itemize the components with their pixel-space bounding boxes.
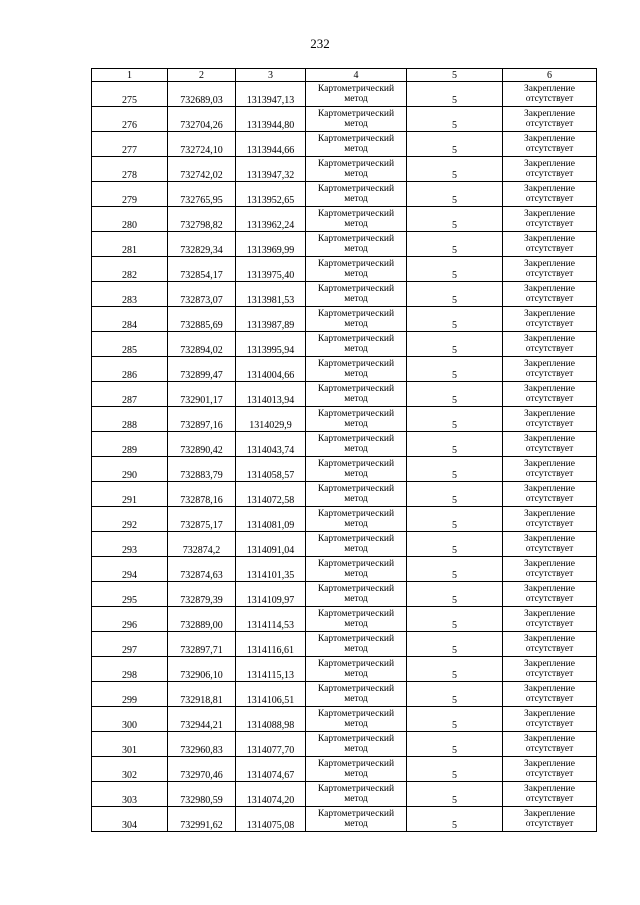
y-coordinate-cell: 1313947,32 [236,157,306,182]
fixing-cell: Закрепление отсутствует [503,707,597,732]
point-number-cell: 284 [92,307,168,332]
table-row [92,257,597,282]
x-coordinate-cell: 732874,63 [168,557,236,582]
header-cell-2: 2 [168,69,236,82]
method-cell: Картометрический метод [306,307,407,332]
accuracy-cell: 5 [407,132,503,157]
method-cell: Картометрический метод [306,732,407,757]
point-number-cell: 300 [92,707,168,732]
table-row [92,357,597,382]
y-coordinate-cell: 1314072,58 [236,482,306,507]
point-number-cell: 291 [92,482,168,507]
y-coordinate-cell: 1313962,24 [236,207,306,232]
x-coordinate-cell: 732960,83 [168,732,236,757]
point-number-cell: 282 [92,257,168,282]
table-row [92,582,597,607]
fixing-cell: Закрепление отсутствует [503,457,597,482]
y-coordinate-cell: 1313969,99 [236,232,306,257]
fixing-cell: Закрепление отсутствует [503,807,597,832]
y-coordinate-cell: 1314058,57 [236,457,306,482]
table-row [92,807,597,832]
x-coordinate-cell: 732854,17 [168,257,236,282]
table-row [92,182,597,207]
x-coordinate-cell: 732897,16 [168,407,236,432]
point-number-cell: 279 [92,182,168,207]
method-cell: Картометрический метод [306,332,407,357]
x-coordinate-cell: 732901,17 [168,382,236,407]
method-cell: Картометрический метод [306,782,407,807]
fixing-cell: Закрепление отсутствует [503,382,597,407]
fixing-cell: Закрепление отсутствует [503,582,597,607]
method-cell: Картометрический метод [306,282,407,307]
fixing-cell: Закрепление отсутствует [503,507,597,532]
table-row [92,507,597,532]
x-coordinate-cell: 732704,26 [168,107,236,132]
accuracy-cell: 5 [407,632,503,657]
accuracy-cell: 5 [407,482,503,507]
y-coordinate-cell: 1314081,09 [236,507,306,532]
x-coordinate-cell: 732873,07 [168,282,236,307]
point-number-cell: 288 [92,407,168,432]
y-coordinate-cell: 1313944,66 [236,132,306,157]
table-row [92,382,597,407]
method-cell: Картометрический метод [306,632,407,657]
x-coordinate-cell: 732874,2 [168,532,236,557]
method-cell: Картометрический метод [306,757,407,782]
fixing-cell: Закрепление отсутствует [503,82,597,107]
point-number-cell: 298 [92,657,168,682]
point-number-cell: 280 [92,207,168,232]
x-coordinate-cell: 732897,71 [168,632,236,657]
table-row [92,757,597,782]
fixing-cell: Закрепление отсутствует [503,757,597,782]
method-cell: Картометрический метод [306,507,407,532]
fixing-cell: Закрепление отсутствует [503,282,597,307]
fixing-cell: Закрепление отсутствует [503,332,597,357]
method-cell: Картометрический метод [306,682,407,707]
table-row [92,782,597,807]
x-coordinate-cell: 732991,62 [168,807,236,832]
method-cell: Картометрический метод [306,157,407,182]
x-coordinate-cell: 732944,21 [168,707,236,732]
method-cell: Картометрический метод [306,657,407,682]
method-cell: Картометрический метод [306,207,407,232]
accuracy-cell: 5 [407,557,503,582]
fixing-cell: Закрепление отсутствует [503,782,597,807]
x-coordinate-cell: 732906,10 [168,657,236,682]
x-coordinate-cell: 732875,17 [168,507,236,532]
fixing-cell: Закрепление отсутствует [503,732,597,757]
point-number-cell: 276 [92,107,168,132]
fixing-cell: Закрепление отсутствует [503,157,597,182]
accuracy-cell: 5 [407,282,503,307]
fixing-cell: Закрепление отсутствует [503,132,597,157]
table-row [92,432,597,457]
y-coordinate-cell: 1314074,67 [236,757,306,782]
x-coordinate-cell: 732970,46 [168,757,236,782]
accuracy-cell: 5 [407,182,503,207]
fixing-cell: Закрепление отсутствует [503,232,597,257]
fixing-cell: Закрепление отсутствует [503,207,597,232]
fixing-cell: Закрепление отсутствует [503,182,597,207]
point-number-cell: 283 [92,282,168,307]
method-cell: Картометрический метод [306,482,407,507]
page-number: 232 [310,36,330,51]
y-coordinate-cell: 1314043,74 [236,432,306,457]
point-number-cell: 302 [92,757,168,782]
header-cell-5: 5 [407,69,503,82]
method-cell: Картометрический метод [306,382,407,407]
accuracy-cell: 5 [407,707,503,732]
accuracy-cell: 5 [407,157,503,182]
point-number-cell: 293 [92,532,168,557]
fixing-cell: Закрепление отсутствует [503,307,597,332]
table-row [92,732,597,757]
accuracy-cell: 5 [407,382,503,407]
table-row [92,132,597,157]
accuracy-cell: 5 [407,507,503,532]
point-number-cell: 286 [92,357,168,382]
accuracy-cell: 5 [407,82,503,107]
method-cell: Картометрический метод [306,607,407,632]
x-coordinate-cell: 732798,82 [168,207,236,232]
header-cell-4: 4 [306,69,407,82]
x-coordinate-cell: 732883,79 [168,457,236,482]
point-number-cell: 277 [92,132,168,157]
accuracy-cell: 5 [407,582,503,607]
table-row [92,657,597,682]
point-number-cell: 281 [92,232,168,257]
table-body [92,82,597,832]
point-number-cell: 297 [92,632,168,657]
y-coordinate-cell: 1313975,40 [236,257,306,282]
accuracy-cell: 5 [407,782,503,807]
x-coordinate-cell: 732879,39 [168,582,236,607]
y-coordinate-cell: 1314116,61 [236,632,306,657]
point-number-cell: 296 [92,607,168,632]
x-coordinate-cell: 732878,16 [168,482,236,507]
method-cell: Картометрический метод [306,582,407,607]
accuracy-cell: 5 [407,257,503,282]
x-coordinate-cell: 732742,02 [168,157,236,182]
y-coordinate-cell: 1314101,35 [236,557,306,582]
accuracy-cell: 5 [407,682,503,707]
accuracy-cell: 5 [407,307,503,332]
y-coordinate-cell: 1314075,08 [236,807,306,832]
method-cell: Картометрический метод [306,807,407,832]
y-coordinate-cell: 1313995,94 [236,332,306,357]
y-coordinate-cell: 1313947,13 [236,82,306,107]
table-row [92,82,597,107]
y-coordinate-cell: 1314091,04 [236,532,306,557]
table-row [92,282,597,307]
accuracy-cell: 5 [407,807,503,832]
y-coordinate-cell: 1314074,20 [236,782,306,807]
y-coordinate-cell: 1313987,89 [236,307,306,332]
fixing-cell: Закрепление отсутствует [503,482,597,507]
point-number-cell: 303 [92,782,168,807]
table-row [92,207,597,232]
coordinates-table [91,68,597,832]
point-number-cell: 290 [92,457,168,482]
x-coordinate-cell: 732889,00 [168,607,236,632]
fixing-cell: Закрепление отсутствует [503,357,597,382]
accuracy-cell: 5 [407,107,503,132]
method-cell: Картометрический метод [306,707,407,732]
y-coordinate-cell: 1314115,13 [236,657,306,682]
table-row [92,557,597,582]
method-cell: Картометрический метод [306,257,407,282]
point-number-cell: 275 [92,82,168,107]
point-number-cell: 287 [92,382,168,407]
x-coordinate-cell: 732890,42 [168,432,236,457]
point-number-cell: 292 [92,507,168,532]
y-coordinate-cell: 1314029,9 [236,407,306,432]
accuracy-cell: 5 [407,607,503,632]
y-coordinate-cell: 1314106,51 [236,682,306,707]
point-number-cell: 285 [92,332,168,357]
method-cell: Картометрический метод [306,532,407,557]
fixing-cell: Закрепление отсутствует [503,532,597,557]
table-row [92,232,597,257]
point-number-cell: 299 [92,682,168,707]
method-cell: Картометрический метод [306,432,407,457]
table-header [92,69,597,82]
x-coordinate-cell: 732829,34 [168,232,236,257]
table-row [92,107,597,132]
accuracy-cell: 5 [407,532,503,557]
fixing-cell: Закрепление отсутствует [503,257,597,282]
x-coordinate-cell: 732918,81 [168,682,236,707]
fixing-cell: Закрепление отсутствует [503,432,597,457]
accuracy-cell: 5 [407,732,503,757]
table-row [92,532,597,557]
fixing-cell: Закрепление отсутствует [503,607,597,632]
table-row [92,707,597,732]
table-row [92,157,597,182]
x-coordinate-cell: 732724,10 [168,132,236,157]
table-row [92,632,597,657]
accuracy-cell: 5 [407,432,503,457]
y-coordinate-cell: 1313952,65 [236,182,306,207]
header-cell-6: 6 [503,69,597,82]
point-number-cell: 295 [92,582,168,607]
x-coordinate-cell: 732765,95 [168,182,236,207]
y-coordinate-cell: 1314114,53 [236,607,306,632]
fixing-cell: Закрепление отсутствует [503,107,597,132]
point-number-cell: 304 [92,807,168,832]
accuracy-cell: 5 [407,357,503,382]
method-cell: Картометрический метод [306,457,407,482]
method-cell: Картометрический метод [306,357,407,382]
point-number-cell: 289 [92,432,168,457]
table-row [92,607,597,632]
fixing-cell: Закрепление отсутствует [503,657,597,682]
accuracy-cell: 5 [407,332,503,357]
table-row [92,682,597,707]
y-coordinate-cell: 1314109,97 [236,582,306,607]
y-coordinate-cell: 1313944,80 [236,107,306,132]
accuracy-cell: 5 [407,757,503,782]
point-number-cell: 294 [92,557,168,582]
table-row [92,457,597,482]
fixing-cell: Закрепление отсутствует [503,632,597,657]
table-row [92,307,597,332]
method-cell: Картометрический метод [306,82,407,107]
fixing-cell: Закрепление отсутствует [503,557,597,582]
y-coordinate-cell: 1314004,66 [236,357,306,382]
point-number-cell: 278 [92,157,168,182]
method-cell: Картометрический метод [306,232,407,257]
x-coordinate-cell: 732885,69 [168,307,236,332]
x-coordinate-cell: 732899,47 [168,357,236,382]
y-coordinate-cell: 1314077,70 [236,732,306,757]
method-cell: Картометрический метод [306,557,407,582]
method-cell: Картометрический метод [306,132,407,157]
accuracy-cell: 5 [407,407,503,432]
y-coordinate-cell: 1314088,98 [236,707,306,732]
fixing-cell: Закрепление отсутствует [503,407,597,432]
method-cell: Картометрический метод [306,107,407,132]
table-row [92,407,597,432]
method-cell: Картометрический метод [306,182,407,207]
y-coordinate-cell: 1313981,53 [236,282,306,307]
header-row [92,69,597,82]
table-row [92,332,597,357]
accuracy-cell: 5 [407,207,503,232]
accuracy-cell: 5 [407,232,503,257]
x-coordinate-cell: 732980,59 [168,782,236,807]
point-number-cell: 301 [92,732,168,757]
header-cell-3: 3 [236,69,306,82]
fixing-cell: Закрепление отсутствует [503,682,597,707]
accuracy-cell: 5 [407,457,503,482]
x-coordinate-cell: 732689,03 [168,82,236,107]
header-cell-1: 1 [92,69,168,82]
y-coordinate-cell: 1314013,94 [236,382,306,407]
accuracy-cell: 5 [407,657,503,682]
method-cell: Картометрический метод [306,407,407,432]
table-row [92,482,597,507]
x-coordinate-cell: 732894,02 [168,332,236,357]
